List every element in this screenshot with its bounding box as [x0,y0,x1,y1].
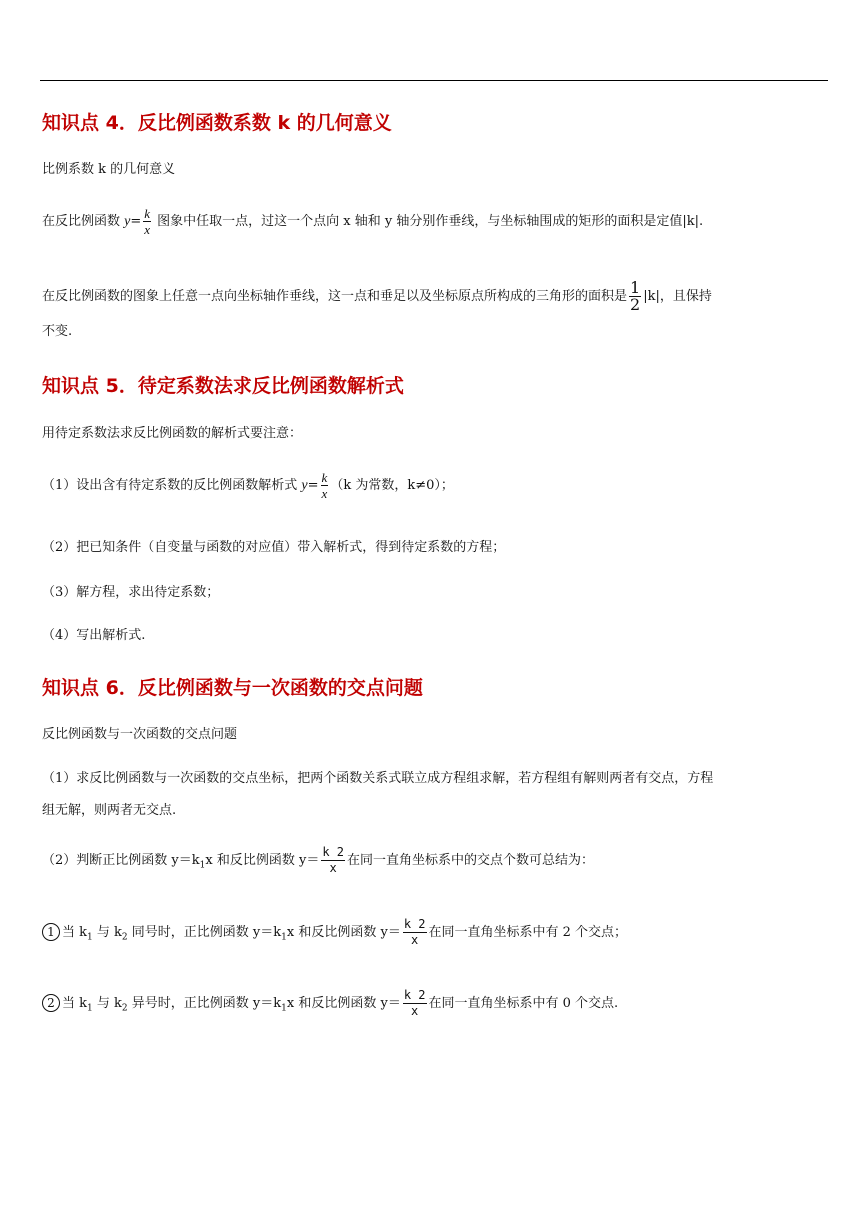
text: 在同一直角坐标系中有 2 个交点； [428,925,628,940]
denominator: x [144,222,151,237]
var-y: y [124,214,131,229]
numerator: k 2 [322,845,345,859]
section-5-item-1 [42,470,454,501]
section-5-item-3: （3）解方程，求出待定系数； [42,585,220,600]
denominator: x [411,1004,419,1018]
numerator: k [144,206,151,221]
text: 在反比例函数的图象上任意一点向坐标轴作垂线，这一点和垂足以及坐标原点所构成的三角形的面积是 [42,289,628,304]
text: 在同一直角坐标系中的交点个数可总结为： [347,853,595,868]
denominator: x [321,486,328,501]
fraction-k2-over-x [403,988,427,1019]
text: 与 k [92,925,122,940]
section-5-intro: 用待定系数法求反比例函数的解析式要注意： [42,426,303,441]
text: 与 k [92,996,122,1011]
section-4-intro: 比例系数 k 的几何意义 [42,162,176,177]
section-5-item-2: （2）把已知条件（自变量与函数的对应值）带入解析式，得到待定系数的方程； [42,540,506,555]
text: 当 k [62,925,88,940]
section-4-title: 知识点 4．反比例函数系数 k 的几何意义 [42,112,392,134]
subscript: 1 [281,1003,287,1014]
text: 在同一直角坐标系中有 0 个交点. [428,996,619,1011]
subscript: 1 [281,932,287,943]
section-6-intro: 反比例函数与一次函数的交点问题 [42,727,238,742]
section-6-item-1-cont: 组无解，则两者无交点. [42,803,177,818]
equals: = [130,214,142,229]
text: 图象中任取一点，过这一个点向 x 轴和 y 轴分别作垂线，与坐标轴围成的矩形的面积是定值|k|. [153,214,704,229]
fraction-one-half [629,280,641,313]
denominator: 2 [630,295,641,314]
text: 当 k [62,996,88,1011]
text: 同号时，正比例函数 y＝k [127,925,282,940]
section-5-title: 知识点 5．待定系数法求反比例函数解析式 [42,375,404,397]
section-6-title: 知识点 6．反比例函数与一次函数的交点问题 [42,677,423,699]
section-6-item-2 [42,845,594,876]
text: 在反比例函数 [42,214,125,229]
denominator: x [411,933,419,947]
text: 异号时，正比例函数 y＝k [127,996,282,1011]
text: （2）判断正比例函数 y＝k [42,853,200,868]
text: x 和反比例函数 y＝ [205,853,320,868]
section-4-paragraph-2 [42,280,712,313]
fraction-k-over-x [321,470,329,501]
numerator: k 2 [403,917,426,931]
section-6-case-2 [42,988,618,1019]
fraction-k2-over-x [321,845,345,876]
subscript: 1 [199,860,206,871]
denominator: x [329,861,337,875]
section-6-case-1 [42,917,627,948]
text: x 和反比例函数 y＝ [286,925,401,940]
section-4-paragraph-1 [42,206,703,237]
var-y: y [301,478,308,493]
section-4-paragraph-2-cont: 不变. [42,324,73,339]
subscript: 2 [121,932,128,943]
text: |k|，且保持 [643,289,712,304]
numerator: k 2 [403,988,426,1002]
subscript: 1 [87,1003,93,1014]
subscript: 2 [121,1003,128,1014]
section-5-item-4: （4）写出解析式. [42,628,146,643]
fraction-k2-over-x [403,917,427,948]
text: （k 为常数，k≠0）； [330,478,454,493]
text: （1）设出含有待定系数的反比例函数解析式 [42,478,302,493]
fraction-k-over-x [143,206,151,237]
header-rule [40,80,828,81]
text: x 和反比例函数 y＝ [286,996,401,1011]
numerator: k [321,470,328,485]
equals: = [307,478,319,493]
circled-number: 1 [42,923,60,941]
section-6-item-1: （1）求反比例函数与一次函数的交点坐标，把两个函数关系式联立成方程组求解，若方程组有解则两者有交点，方程 [42,771,714,786]
subscript: 1 [87,932,93,943]
numerator: 1 [630,278,641,297]
circled-number: 2 [42,994,60,1012]
